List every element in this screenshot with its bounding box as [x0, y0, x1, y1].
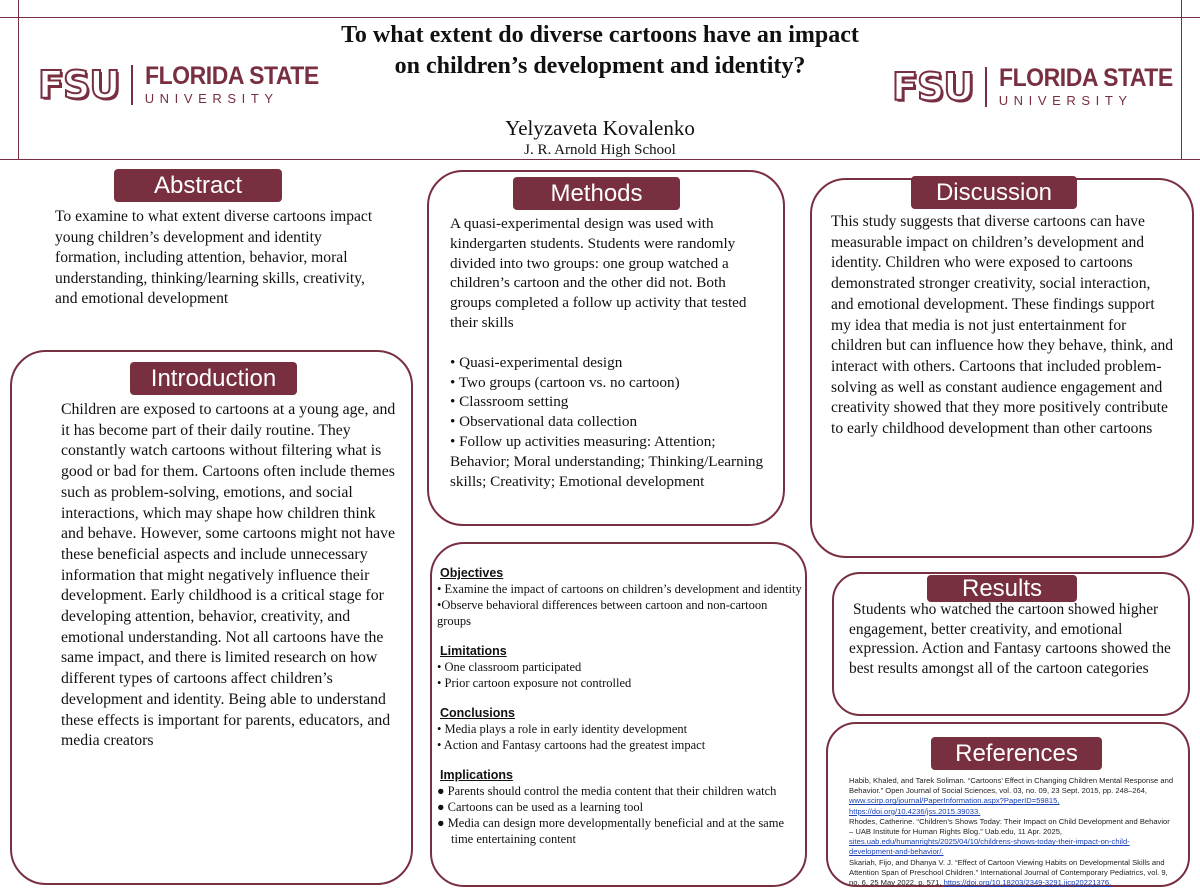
list-item: ● Media can design more developmentally beneficial and at the same time entertaining content	[437, 816, 785, 846]
logo-divider	[985, 67, 987, 107]
discussion-heading: Discussion	[911, 176, 1077, 209]
reference-link[interactable]: https://doi.org/10.18203/2349-3291.ijcp20221376.	[943, 878, 1112, 888]
references-list	[849, 776, 1174, 888]
school-name: J. R. Arnold High School	[524, 142, 676, 158]
methods-text: A quasi-experimental design was used with kindergarten students. Students were randomly divided into two groups: one group watched a children’s cartoon and the other did not. Both groups completed a follow up activity that tested their skills	[450, 215, 747, 331]
top-border	[0, 17, 1200, 18]
reference-text: Skariah, Fijo, and Dhanya V. J. “Effect of Cartoon Viewing Habits on Developmental Skills and Attention Span of Preschool Children.” International Journal of Contemporary Pediatrics, vol. 9, no. 6, 25 May 2022, p. 571,	[849, 857, 1168, 888]
introduction-text: Children are exposed to cartoons at a young age, and it has become part of their daily routine. They constantly watch cartoons without filtering what is good or bad for them. Cartoons often include themes such as problem-solving, emotions, and social interactions, which may shape how children think and behave. However, some cartoons might not have these beneficial aspects and include unnecessary information that might negatively influence their development. Early childhood is a critical stage for developing attention, behavior, creativity, and emotional understanding. Not all cartoons have the same impact, and there is limited research on how different types of cartoons affect children’s development and identity. Being able to understand these effects is important for parents, educators, and media creators	[61, 401, 396, 750]
objectives-section	[437, 565, 803, 629]
methods-body	[450, 214, 768, 491]
list-item: • Two groups (cartoon vs. no cartoon)	[450, 373, 680, 391]
reference-item	[849, 817, 1174, 858]
list-item: • Prior cartoon exposure not controlled	[437, 676, 632, 690]
reference-link[interactable]: sites.uab.edu/humanrights/2025/04/10/childrens-shows-today-their-impact-on-child-development-and-behavior/.	[849, 837, 1130, 857]
reference-text: Rhodes, Catherine. “Children’s Shows Today: Their Impact on Child Development and Behavior – UAB Institute for Human Rights Blog.” Uab.edu, 11 Apr. 2025,	[849, 816, 1170, 837]
list-item: •Observe behavioral differences between cartoon and non-cartoon groups	[437, 598, 768, 628]
logo-line-1: FLORIDA STATE	[144, 62, 319, 90]
list-item: • Observational data collection	[450, 413, 638, 431]
reference-text: Habib, Khaled, and Tarek Soliman. “Cartoons’ Effect in Changing Children Mental Response and Behavior.” Open Journal of Social Sciences, vol. 03, no. 09, 23 Sept. 2015, pp. 248–264,	[849, 776, 1174, 796]
objectives-content	[437, 565, 803, 861]
abstract-heading: Abstract	[114, 169, 282, 202]
logo-wordmark	[145, 64, 334, 105]
conclusions-section	[437, 705, 803, 753]
fsu-monogram: FSU	[38, 62, 120, 107]
list-item: ● Parents should control the media content that their children watch	[437, 784, 777, 798]
references-heading: References	[931, 737, 1102, 770]
reference-item	[849, 858, 1174, 889]
list-item: • Examine the impact of cartoons on children’s development and identity	[437, 582, 802, 596]
poster-title: To what extent do diverse cartoons have an impact on children’s development and identity?	[341, 22, 859, 79]
methods-list	[450, 353, 768, 492]
results-text: Students who watched the cartoon showed higher engagement, better creativity, and emotional expression. Action and Fantasy cartoons showed the best results amongst all of the cartoon categories	[849, 601, 1171, 677]
list-item: ● Cartoons can be used as a learning tool	[437, 800, 644, 814]
fsu-logo-left	[38, 64, 334, 105]
logo-wordmark	[999, 66, 1188, 107]
limitations-heading: Limitations	[440, 644, 507, 658]
left-border	[18, 0, 19, 160]
logo-divider	[131, 65, 133, 105]
logo-line-2: UNIVERSITY	[144, 91, 279, 106]
reference-item	[849, 776, 1174, 817]
list-item: • Action and Fantasy cartoons had the greatest impact	[437, 738, 706, 752]
fsu-monogram: FSU	[892, 64, 974, 109]
limitations-section	[437, 643, 803, 691]
list-item: • Media plays a role in early identity development	[437, 722, 688, 736]
abstract-text: To examine to what extent diverse cartoons impact young children’s development and identity formation, including attention, behavior, moral understanding, thinking/learning skills, creativity, and emotional development	[55, 208, 373, 307]
logo-line-2: UNIVERSITY	[998, 93, 1133, 108]
objectives-heading: Objectives	[440, 566, 504, 580]
conclusions-heading: Conclusions	[440, 706, 516, 720]
implications-section	[437, 767, 803, 847]
list-item: • One classroom participated	[437, 660, 582, 674]
discussion-text: This study suggests that diverse cartoons can have measurable impact on children’s development and identity. Children who were exposed to cartoons demonstrated stronger creativity, social interaction, and emotional development. These findings support my idea that media is not just entertainment for children but can influence how they behave, think, and interact with others. Cartoons that included problem- solving as well as constant audience engagement and creativity showed that they more positively contribute to early childhood development than other cartoons	[831, 213, 1174, 438]
methods-heading: Methods	[513, 177, 680, 210]
introduction-heading: Introduction	[130, 362, 297, 395]
author-name: Yelyzaveta Kovalenko	[505, 116, 695, 140]
header-divider	[0, 159, 1200, 160]
results-heading: Results	[927, 575, 1077, 602]
list-item: • Quasi-experimental design	[450, 353, 623, 371]
implications-heading: Implications	[440, 768, 513, 782]
list-item: • Follow up activities measuring: Attention; Behavior; Moral understanding; Thinking/Learning skills; Creativity; Emotional development	[450, 432, 764, 490]
fsu-logo-right	[892, 66, 1188, 107]
list-item: • Classroom setting	[450, 393, 569, 411]
reference-link[interactable]: www.scirp.org/journal/PaperInformation.aspx?PaperID=59815, https://doi.org/10.4236/jss.2015.39033.	[849, 796, 1060, 816]
logo-line-1: FLORIDA STATE	[998, 64, 1173, 92]
